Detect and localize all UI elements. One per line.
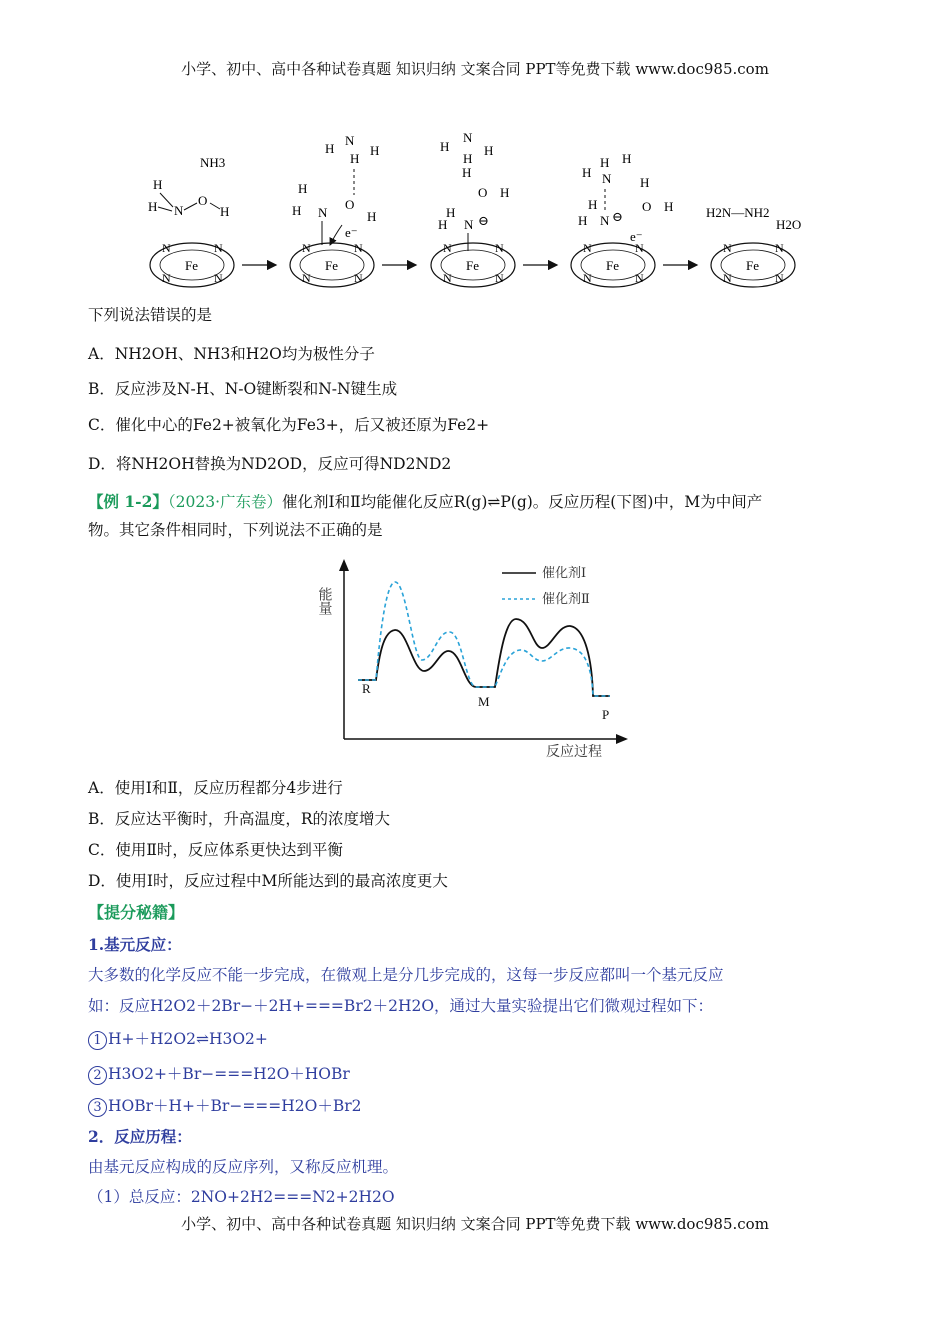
q2-option-b: B．反应达平衡时，升高温度，R的浓度增大 — [88, 810, 391, 828]
atom-label: H — [500, 185, 510, 200]
step-number-2: 2 — [88, 1066, 107, 1085]
atom-label: H — [325, 141, 335, 156]
q2-stem-line2: 物。其它条件相同时，下列说法不正确的是 — [88, 521, 383, 539]
q1-option-d: D．将NH2OH替换为ND2OD，反应可得ND2ND2 — [88, 455, 452, 473]
atom-label: H — [438, 217, 448, 232]
atom-label: H — [220, 204, 230, 219]
point-label-m: M — [478, 694, 490, 709]
tips-p4: （1）总反应：2NO+2H2===N2+2H2O — [88, 1188, 395, 1206]
y-axis-label: 能量 — [316, 587, 332, 615]
q2-option-a: A．使用Ⅰ和Ⅱ，反应历程都分4步进行 — [88, 779, 343, 797]
tips-step-2 — [88, 1062, 350, 1085]
bond — [184, 203, 197, 210]
hydrazine-label: H2N—NH2 — [706, 205, 770, 220]
q2-stem1: 催化剂Ⅰ和Ⅱ均能催化反应R(g)⇌P(g)。反应历程(下图)中，M为中间产 — [282, 493, 763, 511]
water-label: H2O — [776, 217, 802, 232]
nitrogen-label: N — [302, 241, 311, 255]
atom-label: H — [588, 197, 598, 212]
tips-p2: 如：反应H2O2＋2Br−＋2H+===Br2＋2H2O，通过大量实验提出它们微观过程如下： — [88, 997, 714, 1015]
mechanism-layer — [148, 130, 801, 287]
tips-step-1 — [88, 1027, 268, 1050]
atom-label: H — [350, 151, 360, 166]
nitrogen-label: N — [583, 241, 592, 255]
iron-label: Fe — [185, 258, 198, 273]
atom-label: H — [664, 199, 674, 214]
atom-label: H — [582, 165, 592, 180]
negative-charge: ⊖ — [478, 213, 489, 228]
tips-title: 【提分秘籍】 — [88, 903, 185, 922]
ammonia-label: NH3 — [200, 155, 226, 170]
step-1-text: H+＋H2O2⇌H3O2+ — [108, 1030, 268, 1048]
x-axis-label: 反应过程 — [546, 745, 602, 760]
negative-charge: ⊖ — [612, 209, 623, 224]
nitrogen-label: N — [354, 271, 363, 285]
atom-label: H — [370, 143, 380, 158]
q1-stem: 下列说法错误的是 — [88, 306, 213, 324]
electron-label: e⁻ — [630, 229, 643, 244]
atom-label: H — [292, 203, 302, 218]
atom-label: N — [464, 217, 474, 232]
q2-source: （2023·广东卷） — [167, 493, 283, 511]
nitrogen-label: N — [162, 271, 171, 285]
series-catalyst-1-line — [358, 619, 610, 696]
nitrogen-label: N — [162, 241, 171, 255]
atom-label: O — [642, 199, 652, 214]
bond — [158, 207, 172, 211]
nitrogen-label: N — [775, 271, 784, 285]
nitrogen-label: N — [635, 241, 644, 255]
nitrogen-label: N — [214, 241, 223, 255]
nitrogen-label: N — [495, 241, 504, 255]
chart-layer — [339, 559, 628, 744]
q1-option-c: C．催化中心的Fe2+被氧化为Fe3+，后又被还原为Fe2+ — [88, 416, 490, 434]
atom-label: H — [484, 143, 494, 158]
atom-label: N — [345, 133, 355, 148]
atom-label: H — [367, 209, 377, 224]
atom-label: H — [622, 151, 632, 166]
atom-label: O — [198, 193, 208, 208]
iron-label: Fe — [325, 258, 338, 273]
nitrogen-label: N — [775, 241, 784, 255]
nitrogen-label: N — [723, 271, 732, 285]
atom-label: H — [446, 205, 456, 220]
q2-stem-line1 — [88, 490, 762, 512]
q2-option-c: C．使用Ⅱ时，反应体系更快达到平衡 — [88, 841, 343, 859]
q2-option-d: D．使用Ⅰ时，反应过程中M所能达到的最高浓度更大 — [88, 872, 448, 890]
nitrogen-label: N — [495, 271, 504, 285]
nitrogen-label: N — [635, 271, 644, 285]
step-number-3: 3 — [88, 1098, 107, 1117]
atom-label: H — [440, 139, 450, 154]
iron-label: Fe — [746, 258, 759, 273]
page-header: 小学、初中、高中各种试卷真题 知识归纳 文案合同 PPT等免费下载 www.doc985.com — [181, 60, 769, 78]
atom-label: H — [148, 199, 158, 214]
atom-label: O — [345, 197, 355, 212]
nitrogen-label: N — [443, 241, 452, 255]
atom-label: H — [600, 155, 610, 170]
q1-option-a: A．NH2OH、NH3和H2O均为极性分子 — [88, 345, 375, 363]
iron-label: Fe — [606, 258, 619, 273]
nitrogen-label: N — [443, 271, 452, 285]
y-axis-arrow — [339, 559, 349, 571]
step-3-text: HOBr＋H+＋Br−===H2O＋Br2 — [108, 1097, 362, 1115]
atom-label: N — [602, 171, 612, 186]
nitrogen-label: N — [583, 271, 592, 285]
bond — [210, 203, 220, 209]
atom-label: N — [174, 203, 184, 218]
page-footer: 小学、初中、高中各种试卷真题 知识归纳 文案合同 PPT等免费下载 www.doc985.com — [181, 1215, 769, 1233]
tips-heading-2: 2．反应历程： — [88, 1127, 192, 1146]
step-number-1: 1 — [88, 1031, 107, 1050]
nitrogen-label: N — [723, 241, 732, 255]
atom-label: H — [463, 151, 473, 166]
mechanism-diagram — [0, 125, 950, 295]
atom-label: O — [478, 185, 488, 200]
electron-arrow — [330, 225, 342, 245]
nitrogen-label: N — [214, 271, 223, 285]
tips-step-3 — [88, 1094, 362, 1117]
tips-p3: 由基元反应构成的反应序列，又称反应机理。 — [88, 1158, 399, 1176]
atom-label: N — [463, 130, 473, 145]
tips-p1: 大多数的化学反应不能一步完成，在微观上是分几步完成的，这每一步反应都叫一个基元反应 — [88, 966, 724, 984]
atom-label: H — [153, 177, 163, 192]
energy-chart — [310, 553, 650, 763]
atom-label: H — [462, 165, 472, 180]
x-axis-arrow — [616, 734, 628, 744]
step-2-text: H3O2+＋Br−===H2O＋HOBr — [108, 1065, 350, 1083]
q1-option-b: B．反应涉及N-H、N-O键断裂和N-N键生成 — [88, 380, 398, 398]
legend-label-1: 催化剂Ⅰ — [542, 565, 587, 580]
atom-label: H — [640, 175, 650, 190]
atom-label: H — [578, 213, 588, 228]
atom-label: N — [318, 205, 328, 220]
legend-label-2: 催化剂Ⅱ — [542, 591, 590, 606]
tips-heading-1: 1.基元反应： — [88, 935, 182, 954]
electron-label: e⁻ — [345, 225, 358, 240]
iron-label: Fe — [466, 258, 479, 273]
nitrogen-label: N — [354, 241, 363, 255]
nitrogen-label: N — [302, 271, 311, 285]
atom-label: N — [600, 213, 610, 228]
point-label-p: P — [602, 707, 610, 722]
bond — [160, 193, 173, 207]
atom-label: H — [298, 181, 308, 196]
point-label-r: R — [362, 681, 371, 696]
q2-tag: 【例 1-2】 — [88, 492, 168, 511]
